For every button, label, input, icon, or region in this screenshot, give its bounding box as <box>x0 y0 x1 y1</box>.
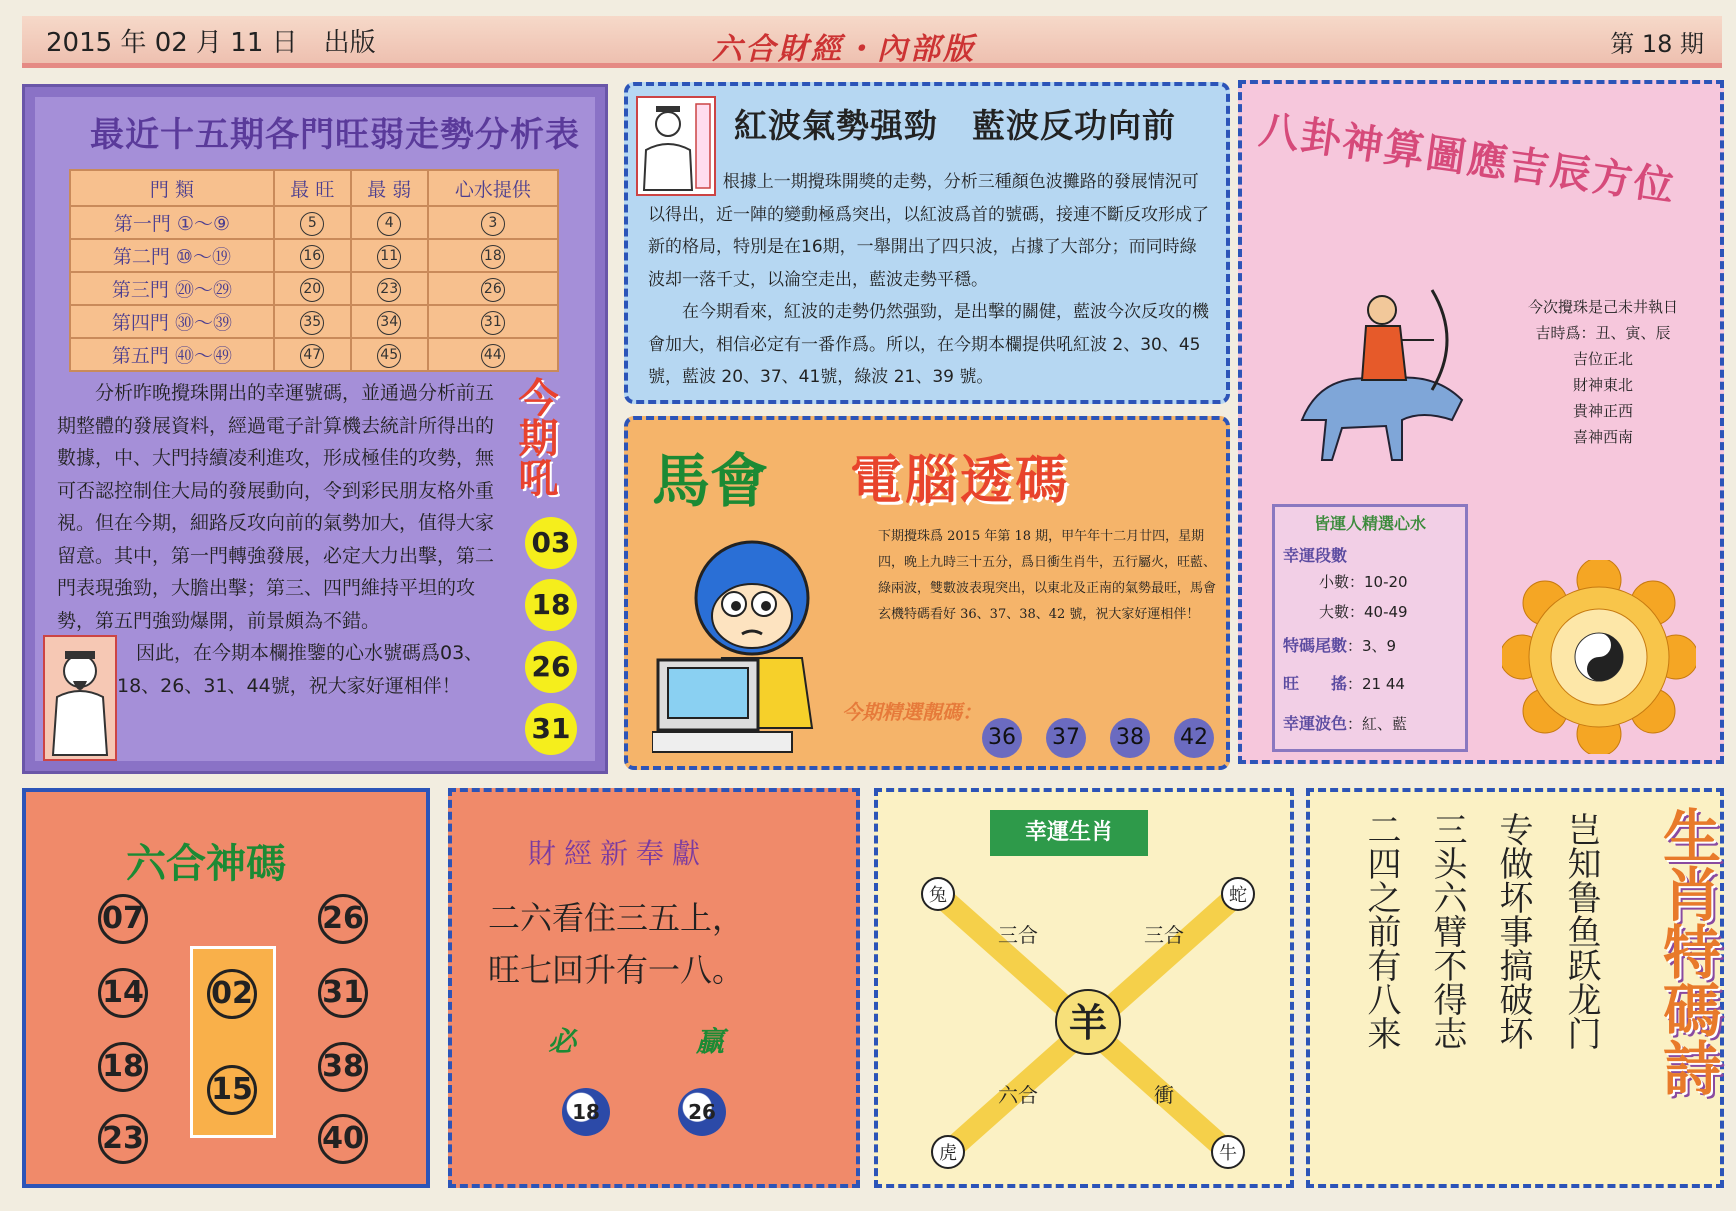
poem-line: 旺七回升有一八。 <box>488 951 745 989</box>
cartoon-computer-icon <box>652 538 852 758</box>
number-ball: 03 <box>525 517 577 569</box>
info-line: 吉位正北 <box>1572 350 1633 368</box>
min-value: 11 <box>377 245 401 269</box>
relation-label: 衝 <box>1154 1083 1174 1107</box>
bagua-title: 八卦神算圖應吉辰方位 <box>1256 105 1679 211</box>
gift-poem <box>488 892 744 996</box>
number-ball: 18 <box>525 579 577 631</box>
bagua-flower-icon <box>1502 560 1696 754</box>
analysis-title: 最近十五期各門旺弱走勢分析表 <box>90 115 580 155</box>
info-line: 吉時爲：丑、寅、辰 <box>1535 324 1671 342</box>
table-row <box>70 338 558 371</box>
min-value: 45 <box>377 344 401 368</box>
computer-prediction-panel <box>624 416 1230 770</box>
relation-label: 六合 <box>998 1083 1038 1107</box>
tail-value: ：3、9 <box>1347 637 1397 655</box>
corner-zodiac: 蛇 <box>1229 885 1247 906</box>
wave-text <box>648 166 1210 394</box>
number-ball: 18 <box>562 1088 610 1136</box>
poem-column: 二四之前有八来 <box>1361 812 1401 1050</box>
ying-label: 贏 <box>696 1025 725 1058</box>
color-label: 幸運波色 <box>1283 714 1348 733</box>
row-label: 第二門 ⑩～⑲ <box>70 239 274 272</box>
publish-date: 2015 年 02 月 11 日 出版 <box>46 28 376 58</box>
number-ball: 42 <box>1174 718 1214 758</box>
number-ball: 31 <box>525 703 577 755</box>
box-title: 皆運人精選心水 <box>1313 514 1426 533</box>
table-row <box>70 239 558 272</box>
min-value: 4 <box>377 212 401 236</box>
wave-analysis-panel <box>624 82 1230 404</box>
info-line: 財神東北 <box>1572 376 1633 394</box>
tip-value: 26 <box>481 278 505 302</box>
featured-numbers-box <box>190 946 276 1138</box>
computer-title: 電腦透碼 <box>850 451 1071 511</box>
max-value: 20 <box>300 278 324 302</box>
number-circle: 02 <box>207 969 257 1019</box>
header-bar <box>22 16 1722 68</box>
poem-title: 生肖特碼詩 <box>1653 806 1721 1096</box>
lucky-range-label: 幸運段數 <box>1283 546 1348 565</box>
lucky-zodiac-panel <box>874 788 1294 1188</box>
number-ball: 36 <box>982 718 1022 758</box>
number-ball: 26 <box>525 641 577 693</box>
number-circle: 31 <box>318 968 368 1018</box>
tail-label: 特碼尾數 <box>1283 636 1348 655</box>
zodiac-poem-panel <box>1306 788 1724 1188</box>
poem-column: 三头六臂不得志 <box>1427 812 1467 1050</box>
column-header: 心水提供 <box>428 170 558 206</box>
poem-line: 二六看住三五上， <box>488 899 745 937</box>
min-value: 23 <box>377 278 401 302</box>
number-circle: 18 <box>98 1042 148 1092</box>
zodiac-cross-diagram <box>888 862 1288 1182</box>
row-label: 第四門 ㉚～㊴ <box>70 305 274 338</box>
relation-label: 三合 <box>1144 923 1184 947</box>
relation-label: 三合 <box>998 923 1038 947</box>
wang-value: ：21 44 <box>1347 675 1405 693</box>
max-value: 35 <box>300 311 324 335</box>
select-label: 今期精選靚碼： <box>842 700 982 724</box>
table-row <box>70 206 558 239</box>
number-circle: 38 <box>318 1042 368 1092</box>
deity-portrait-icon <box>43 635 117 761</box>
number-circle: 15 <box>207 1065 257 1115</box>
center-zodiac: 羊 <box>1068 1000 1108 1045</box>
jockey-club-label: 馬會 <box>652 447 769 515</box>
table-row <box>70 305 558 338</box>
max-value: 47 <box>300 344 324 368</box>
number-circle: 07 <box>98 894 148 944</box>
row-label: 第五門 ㊵～㊾ <box>70 338 274 371</box>
number-circle: 40 <box>318 1114 368 1164</box>
corner-zodiac: 虎 <box>939 1143 957 1164</box>
number-ball: 26 <box>678 1088 726 1136</box>
small-range: 小數：10-20 <box>1319 573 1408 591</box>
corner-zodiac: 牛 <box>1219 1143 1237 1164</box>
bi-label: 必 <box>548 1025 577 1058</box>
number-ball: 38 <box>1110 718 1150 758</box>
wang-label: 旺 搖 <box>1283 674 1348 693</box>
analysis-paragraph: 分析昨晚攪珠開出的幸運號碼，並通過分析前五期整體的發展資料，經過電子計算機去統計所得出的數據，中、大門持續凌利進攻，形成極佳的攻勢，無可否認控制住大局的發展動向，令到彩民朋友格外重視。但在今期，細路反攻向前的氣勢加大，值得大家留意。其中，第一門轉強發展，必定大力出擊，第二門表現強勁，大膽出擊；第三、四門維持平坦的攻勢，第五門強勁爆開，前景頗為不錯。 <box>57 382 495 632</box>
wave-title: 紅波氣勢强勁 藍波反功向前 <box>734 106 1176 145</box>
auspicious-info <box>1498 294 1708 450</box>
wave-paragraph: 在今期看來，紅波的走勢仍然强勁，是出擊的關健，藍波今次反攻的機會加大，相信必定有一番作爲。所以，在今期本欄提供吼紅波 2、30、45 號，藍波 20、37、41號，綠波 21、39 號。 <box>648 302 1209 387</box>
wave-paragraph: 根據上一期攪珠開獎的走勢，分析三種顏色波攤路的發展情況可以得出，近一陣的變動極爲突出，以紅波爲首的號碼，接連不斷反攻形成了新的格局，特別是在16期，一舉開出了四只波，占據了大部分；而同時綠波却一落千丈，以淪空走出，藍波走勢平穩。 <box>648 172 1209 290</box>
info-line: 喜神西南 <box>1572 428 1633 446</box>
info-line: 今次攪珠是己未井執日 <box>1527 298 1678 316</box>
poem-column: 专做坏事搞破坏 <box>1493 812 1533 1050</box>
corner-zodiac: 兔 <box>929 885 947 906</box>
god-numbers-title: 六合神碼 <box>126 840 286 887</box>
this-issue-badge: 今期吼 <box>512 377 558 497</box>
computer-text: 下期攪珠爲 2015 年第 18 期，甲午年十二月廿四，星期四，晚上九時三十五分，爲日衝生肖牛，五行屬火，旺藍、綠兩波，雙數波表現突出，以東北及正南的氣勢最旺，馬會玄機特碼看好 36、37、38、42 號，祝大家好運相伴！ <box>878 529 1217 622</box>
bagua-panel <box>1238 80 1724 764</box>
zodiac-title: 幸運生肖 <box>990 810 1148 856</box>
column-header: 門 類 <box>70 170 274 206</box>
horse-archer-icon <box>1282 270 1482 470</box>
page-title: 六合財經・內部版 <box>712 32 976 67</box>
number-circle: 23 <box>98 1114 148 1164</box>
table-row <box>70 272 558 305</box>
column-header: 最 旺 <box>274 170 351 206</box>
poem-column: 岂知鲁鱼跃龙门 <box>1561 812 1601 1050</box>
god-numbers-panel <box>22 788 430 1188</box>
analysis-paragraph: 因此，在今期本欄推鑒的心水號碼爲03、18、26、31、44號，祝大家好運相伴！ <box>117 642 484 697</box>
analysis-table <box>69 169 559 372</box>
tip-value: 31 <box>481 311 505 335</box>
number-circle: 26 <box>318 894 368 944</box>
number-circle: 14 <box>98 968 148 1018</box>
tip-value: 18 <box>481 245 505 269</box>
issue-number: 第 18 期 <box>1610 30 1704 58</box>
column-header: 最 弱 <box>351 170 428 206</box>
info-line: 貴神正西 <box>1572 402 1633 420</box>
tip-value: 3 <box>481 212 505 236</box>
lucky-picks-box <box>1272 504 1468 752</box>
row-label: 第三門 ⑳～㉙ <box>70 272 274 305</box>
table-header-row <box>70 170 558 206</box>
analysis-text <box>57 377 497 702</box>
big-range: 大數：40-49 <box>1319 603 1408 621</box>
analysis-panel <box>22 84 608 774</box>
max-value: 16 <box>300 245 324 269</box>
number-ball: 37 <box>1046 718 1086 758</box>
color-value: ：紅、藍 <box>1347 715 1408 733</box>
gift-poem-panel <box>448 788 860 1188</box>
max-value: 5 <box>300 212 324 236</box>
gift-title: 財經新奉獻 <box>528 837 709 870</box>
tip-value: 44 <box>481 344 505 368</box>
min-value: 34 <box>377 311 401 335</box>
row-label: 第一門 ①～⑨ <box>70 206 274 239</box>
